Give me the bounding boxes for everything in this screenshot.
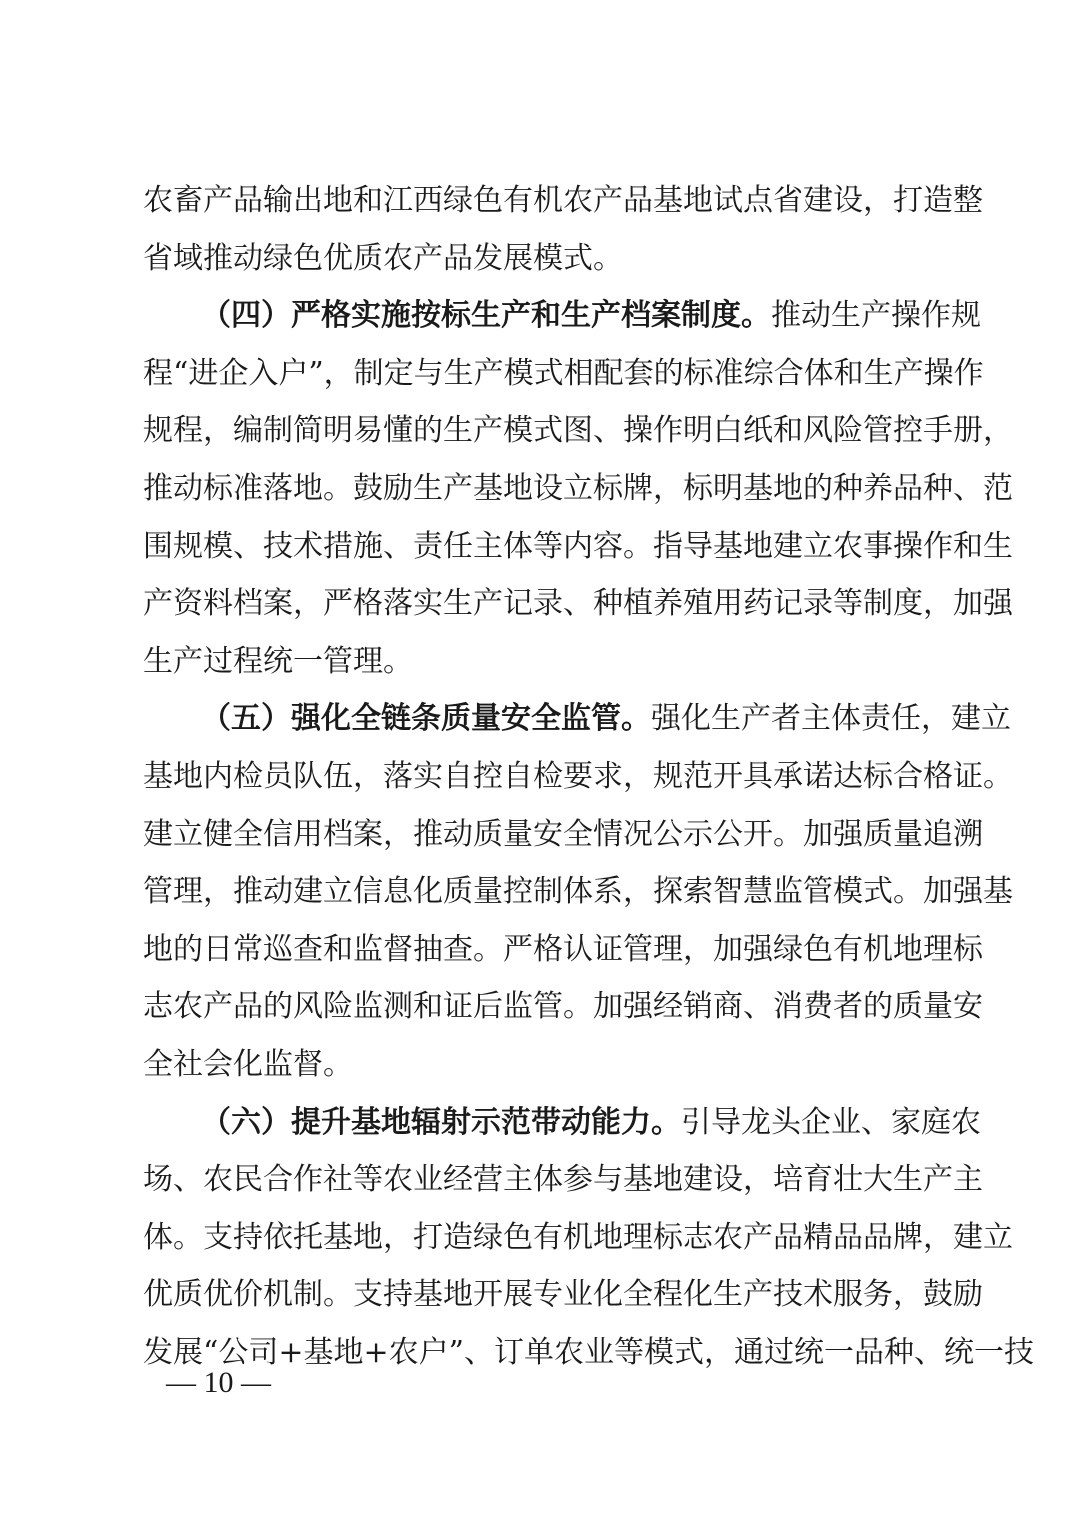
section-6-text: 引导龙头企业、家庭农: [681, 1104, 981, 1140]
text-line: 规程，编制简明易懂的生产模式图、操作明白纸和风险管控手册，: [143, 413, 1013, 449]
text-line: 推动标准落地。鼓励生产基地设立标牌，标明基地的种养品种、范: [143, 470, 1013, 506]
text-line: 程“进企入户”，制定与生产模式相配套的标准综合体和生产操作: [143, 355, 984, 391]
section-6-first-line: [143, 1094, 981, 1152]
text-line: 建立健全信用档案，推动质量安全情况公示公开。加强质量追溯: [143, 816, 983, 852]
section-6-heading: （六）提升基地辐射示范带动能力。: [201, 1104, 681, 1140]
text-line: 全社会化监督。: [143, 1046, 353, 1082]
section-5-heading: （五）强化全链条质量安全监管。: [201, 701, 651, 737]
section-4-text: 推动生产操作规: [771, 298, 981, 334]
text-line: 体。支持依托基地，打造绿色有机地理标志农产品精品品牌，建立: [143, 1219, 1013, 1255]
text-line: 生产过程统一管理。: [143, 643, 413, 679]
page-number: — 10 —: [166, 1366, 271, 1399]
section-4-heading: （四）严格实施按标生产和生产档案制度。: [201, 298, 771, 334]
section-5-first-line: [143, 690, 1011, 748]
text-line: 产资料档案，严格落实生产记录、种植养殖用药记录等制度，加强: [143, 586, 1013, 622]
text-line: 基地内检员队伍，落实自控自检要求，规范开具承诺达标合格证。: [143, 758, 1013, 794]
text-line: 地的日常巡查和监督抽查。严格认证管理，加强绿色有机地理标: [143, 931, 983, 967]
text-line: 农畜产品输出地和江西绿色有机农产品基地试点省建设，打造整: [143, 183, 983, 218]
section-5-text: 强化生产者主体责任，建立: [651, 701, 1011, 737]
text-line: 志农产品的风险监测和证后监管。加强经销商、消费者的质量安: [143, 989, 983, 1025]
text-line: 优质优价机制。支持基地开展专业化全程化生产技术服务，鼓励: [143, 1277, 983, 1313]
text-line: 管理，推动建立信息化质量控制体系，探索智慧监管模式。加强基: [143, 874, 1013, 910]
section-4-first-line: [143, 287, 981, 345]
body-text: [143, 172, 1034, 1381]
text-line: 场、农民合作社等农业经营主体参与基地建设，培育壮大生产主: [143, 1162, 983, 1198]
text-line: 发展“公司+基地+农户”、订单农业等模式，通过统一品种、统一技: [143, 1334, 1034, 1370]
text-line: 省域推动绿色优质农产品发展模式。: [143, 240, 623, 276]
text-line: 围规模、技术措施、责任主体等内容。指导基地建立农事操作和生: [143, 528, 1013, 564]
